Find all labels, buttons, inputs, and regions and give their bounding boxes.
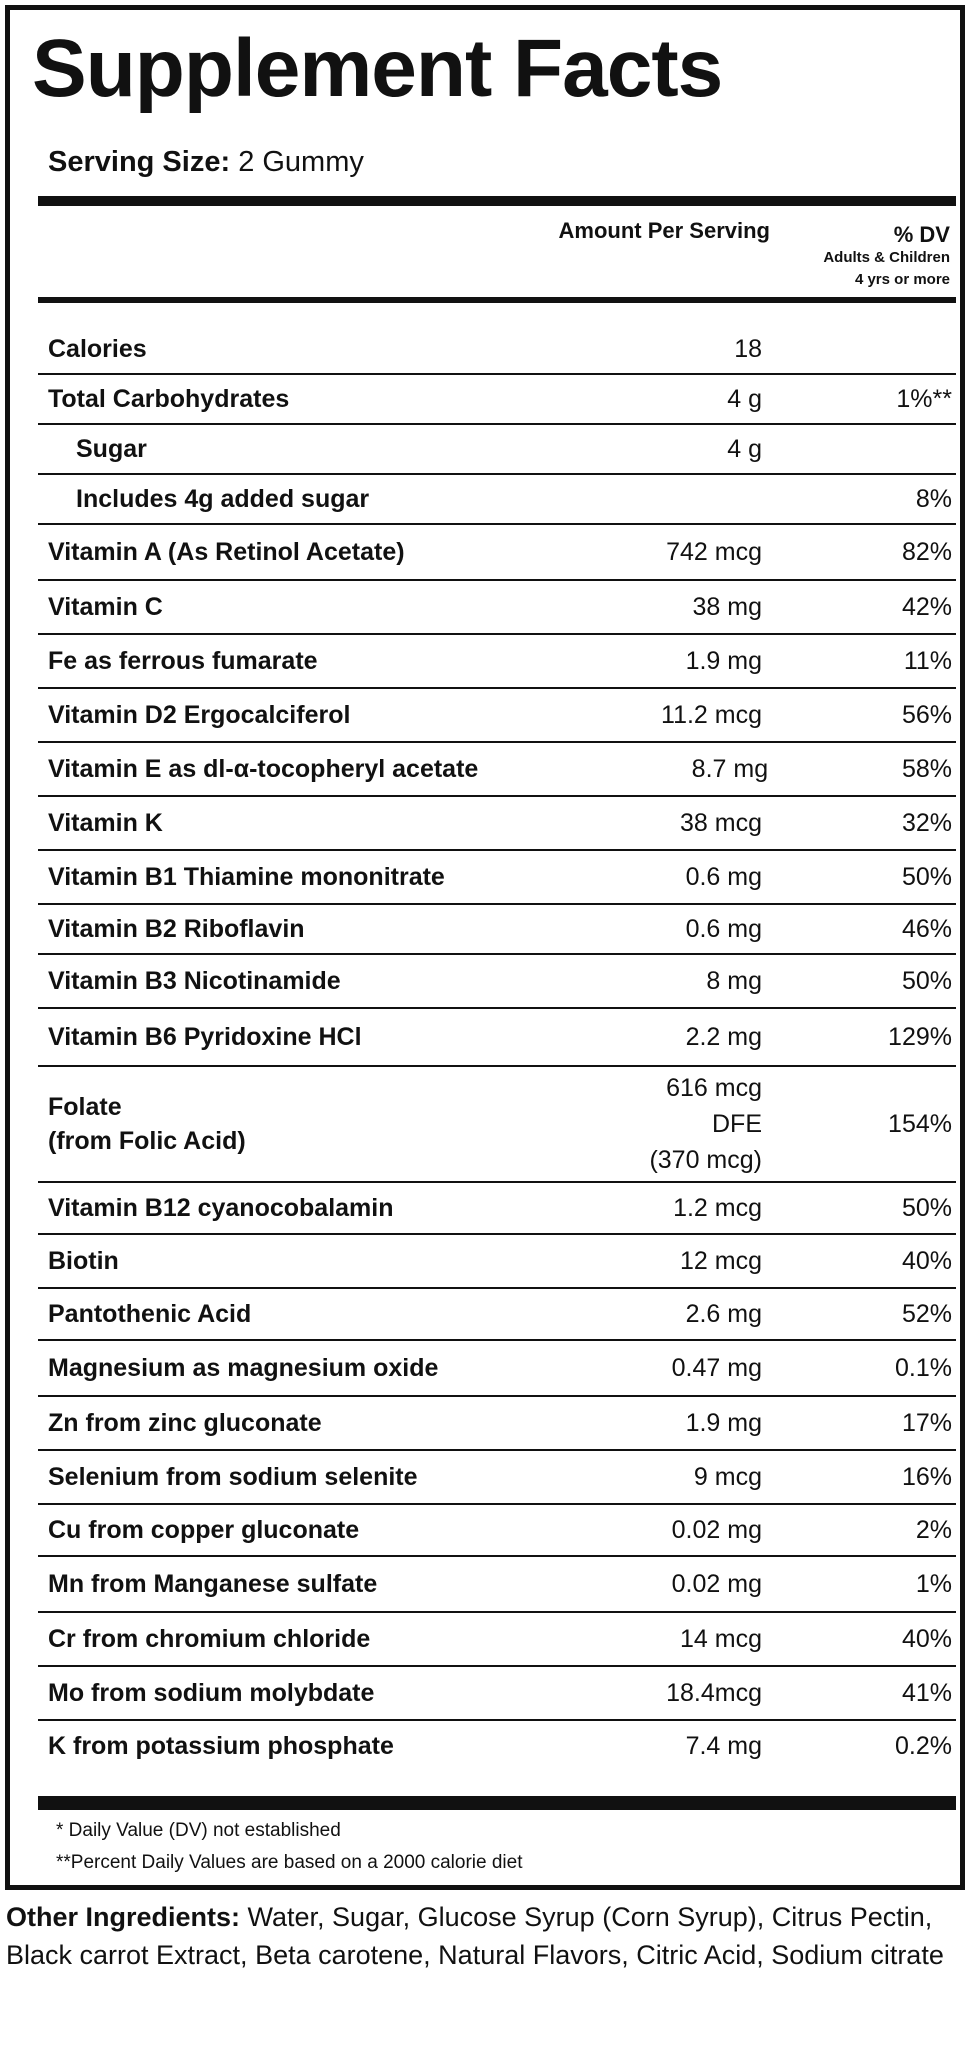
nutrient-amount: 0.6 mg (685, 863, 762, 891)
table-row (38, 743, 956, 797)
supplement-facts-panel (5, 5, 965, 1890)
nutrient-amount: 7.4 mg (685, 1732, 762, 1760)
nutrient-name-line: (from Folic Acid) (48, 1127, 246, 1155)
nutrient-amount-line: DFE (712, 1110, 762, 1138)
nutrient-dv: 11% (903, 646, 952, 675)
nutrient-dv: 40% (901, 1624, 952, 1653)
nutrient-amount: 1.9 mg (685, 647, 762, 675)
nutrient-name: Vitamin D2 Ergocalciferol (48, 701, 351, 729)
other-ingredients-label: Other Ingredients: (6, 1902, 241, 1932)
table-row (38, 1009, 956, 1067)
nutrient-dv: 56% (901, 700, 952, 729)
nutrient-amount: 0.02 mg (671, 1570, 762, 1598)
nutrient-dv: 16% (901, 1462, 952, 1491)
header-divider (38, 297, 956, 303)
table-row (38, 1183, 956, 1235)
bottom-divider (38, 1796, 956, 1810)
nutrient-name: Vitamin A (As Retinol Acetate) (48, 538, 405, 566)
nutrient-amount: 2.6 mg (685, 1300, 762, 1328)
nutrient-name: Mo from sodium molybdate (48, 1679, 375, 1707)
nutrient-dv: 0.2% (895, 1731, 952, 1760)
nutrient-dv: 1%** (896, 384, 952, 413)
nutrient-name: Cu from copper gluconate (48, 1516, 360, 1544)
nutrient-amount: 12 mcg (680, 1247, 762, 1275)
nutrient-dv: 154% (888, 1109, 952, 1138)
table-row (38, 1341, 956, 1397)
nutrient-amount: 2.2 mg (685, 1023, 762, 1051)
top-divider (38, 196, 956, 206)
nutrient-amount-line: (370 mcg) (649, 1146, 762, 1174)
serving-size (48, 144, 364, 180)
nutrient-amount: 18 (734, 335, 762, 363)
nutrient-dv: 50% (901, 1193, 952, 1222)
table-row (38, 955, 956, 1009)
table-row (38, 905, 956, 955)
nutrient-name: Fe as ferrous fumarate (48, 647, 318, 675)
table-row (38, 1667, 956, 1721)
nutrient-name: Vitamin B3 Nicotinamide (48, 967, 341, 995)
nutrient-dv: 8% (915, 484, 952, 513)
table-row (38, 475, 956, 525)
table-row (38, 1557, 956, 1613)
nutrient-amount: 38 mg (692, 593, 762, 621)
nutrient-name: Mn from Manganese sulfate (48, 1570, 378, 1598)
table-row (38, 635, 956, 689)
nutrient-name: Cr from chromium chloride (48, 1625, 371, 1653)
table-row (38, 797, 956, 851)
table-row (38, 1613, 956, 1667)
nutrient-dv: 0.1% (895, 1353, 952, 1382)
nutrient-dv: 50% (901, 862, 952, 891)
nutrient-name: Selenium from sodium selenite (48, 1463, 418, 1491)
nutrient-amount: 18.4mcg (666, 1679, 762, 1707)
nutrient-table (38, 325, 956, 1771)
nutrient-amount: 4 g (727, 435, 762, 463)
footnote-dv-not-established: * Daily Value (DV) not established (56, 1820, 341, 1841)
dv-subheader-1: Adults & Children (823, 249, 950, 266)
dv-header: % DV (893, 222, 950, 247)
nutrient-dv: 17% (901, 1408, 952, 1437)
nutrient-amount: 8 mg (706, 967, 762, 995)
nutrient-amount: 1.2 mcg (673, 1194, 762, 1222)
serving-size-label: Serving Size: (48, 146, 231, 178)
nutrient-amount-line: 616 mcg (666, 1074, 762, 1102)
table-row (38, 689, 956, 743)
nutrient-dv: 41% (901, 1678, 952, 1707)
nutrient-dv: 40% (901, 1246, 952, 1275)
nutrient-dv: 2% (915, 1515, 952, 1544)
other-ingredients (6, 1898, 966, 1974)
nutrient-name: Total Carbohydrates (48, 385, 290, 413)
nutrient-dv: 42% (901, 592, 952, 621)
serving-size-value: 2 Gummy (238, 146, 364, 178)
nutrient-name: Pantothenic Acid (48, 1300, 252, 1328)
nutrient-dv: 52% (901, 1299, 952, 1328)
table-row (38, 581, 956, 635)
nutrient-amount: 11.2 mcg (661, 701, 762, 729)
table-row (38, 1397, 956, 1451)
nutrient-name: Calories (48, 335, 147, 363)
nutrient-name: K from potassium phosphate (48, 1732, 394, 1760)
footnote-percent-daily-values: **Percent Daily Values are based on a 2000 calorie diet (56, 1852, 523, 1873)
nutrient-name-line: Folate (48, 1093, 122, 1121)
table-row (38, 851, 956, 905)
nutrient-name: Vitamin B1 Thiamine mononitrate (48, 863, 445, 891)
nutrient-name: Includes 4g added sugar (76, 485, 370, 513)
dv-subheader-2: 4 yrs or more (854, 271, 950, 288)
nutrient-amount: 14 mcg (680, 1625, 762, 1653)
panel-title: Supplement Facts (32, 23, 723, 114)
nutrient-name: Vitamin E as dl-α-tocopheryl acetate (48, 755, 479, 783)
nutrient-amount: 4 g (727, 385, 762, 413)
nutrient-amount: 742 mcg (666, 538, 762, 566)
nutrient-dv: 82% (901, 537, 952, 566)
table-row (38, 375, 956, 425)
nutrient-name: Magnesium as magnesium oxide (48, 1354, 439, 1382)
nutrient-name (38, 1090, 462, 1158)
nutrient-name: Sugar (76, 435, 147, 463)
nutrient-name: Vitamin C (48, 593, 163, 621)
nutrient-amount: 0.47 mg (671, 1354, 762, 1382)
amount-per-serving-header: Amount Per Serving (558, 218, 770, 243)
other-ingredients-text: Water, Sugar, Glucose Syrup (Corn Syrup), Citrus Pectin, Black carrot Extract, Beta carotene, Natural Flavors, Citric Acid, Sodium citrate (6, 1902, 944, 1970)
nutrient-dv: 32% (901, 808, 952, 837)
nutrient-amount: 0.6 mg (685, 915, 762, 943)
nutrient-amount: 0.02 mg (671, 1516, 762, 1544)
table-row-folate (38, 1067, 956, 1183)
nutrient-name: Zn from zinc gluconate (48, 1409, 322, 1437)
nutrient-amount: 8.7 mg (691, 755, 769, 783)
table-row (38, 1451, 956, 1505)
nutrient-name: Biotin (48, 1247, 119, 1275)
table-row (38, 1505, 956, 1557)
nutrient-amount (462, 1070, 772, 1178)
nutrient-name: Vitamin B12 cyanocobalamin (48, 1194, 394, 1222)
table-row (38, 325, 956, 375)
nutrient-amount: 1.9 mg (685, 1409, 762, 1437)
nutrient-name: Vitamin B2 Riboflavin (48, 915, 305, 943)
nutrient-dv: 129% (888, 1022, 952, 1051)
nutrient-name: Vitamin B6 Pyridoxine HCl (48, 1023, 362, 1051)
nutrient-dv: 1% (915, 1569, 952, 1598)
table-row (38, 425, 956, 475)
nutrient-amount: 38 mcg (680, 809, 762, 837)
nutrient-name: Vitamin K (48, 809, 163, 837)
nutrient-amount: 9 mcg (693, 1463, 762, 1491)
nutrient-dv: 46% (901, 914, 952, 943)
nutrient-dv: 50% (901, 966, 952, 995)
table-row (38, 525, 956, 581)
table-row (38, 1721, 956, 1771)
table-row (38, 1289, 956, 1341)
nutrient-dv: 58% (901, 754, 952, 783)
table-row (38, 1235, 956, 1289)
